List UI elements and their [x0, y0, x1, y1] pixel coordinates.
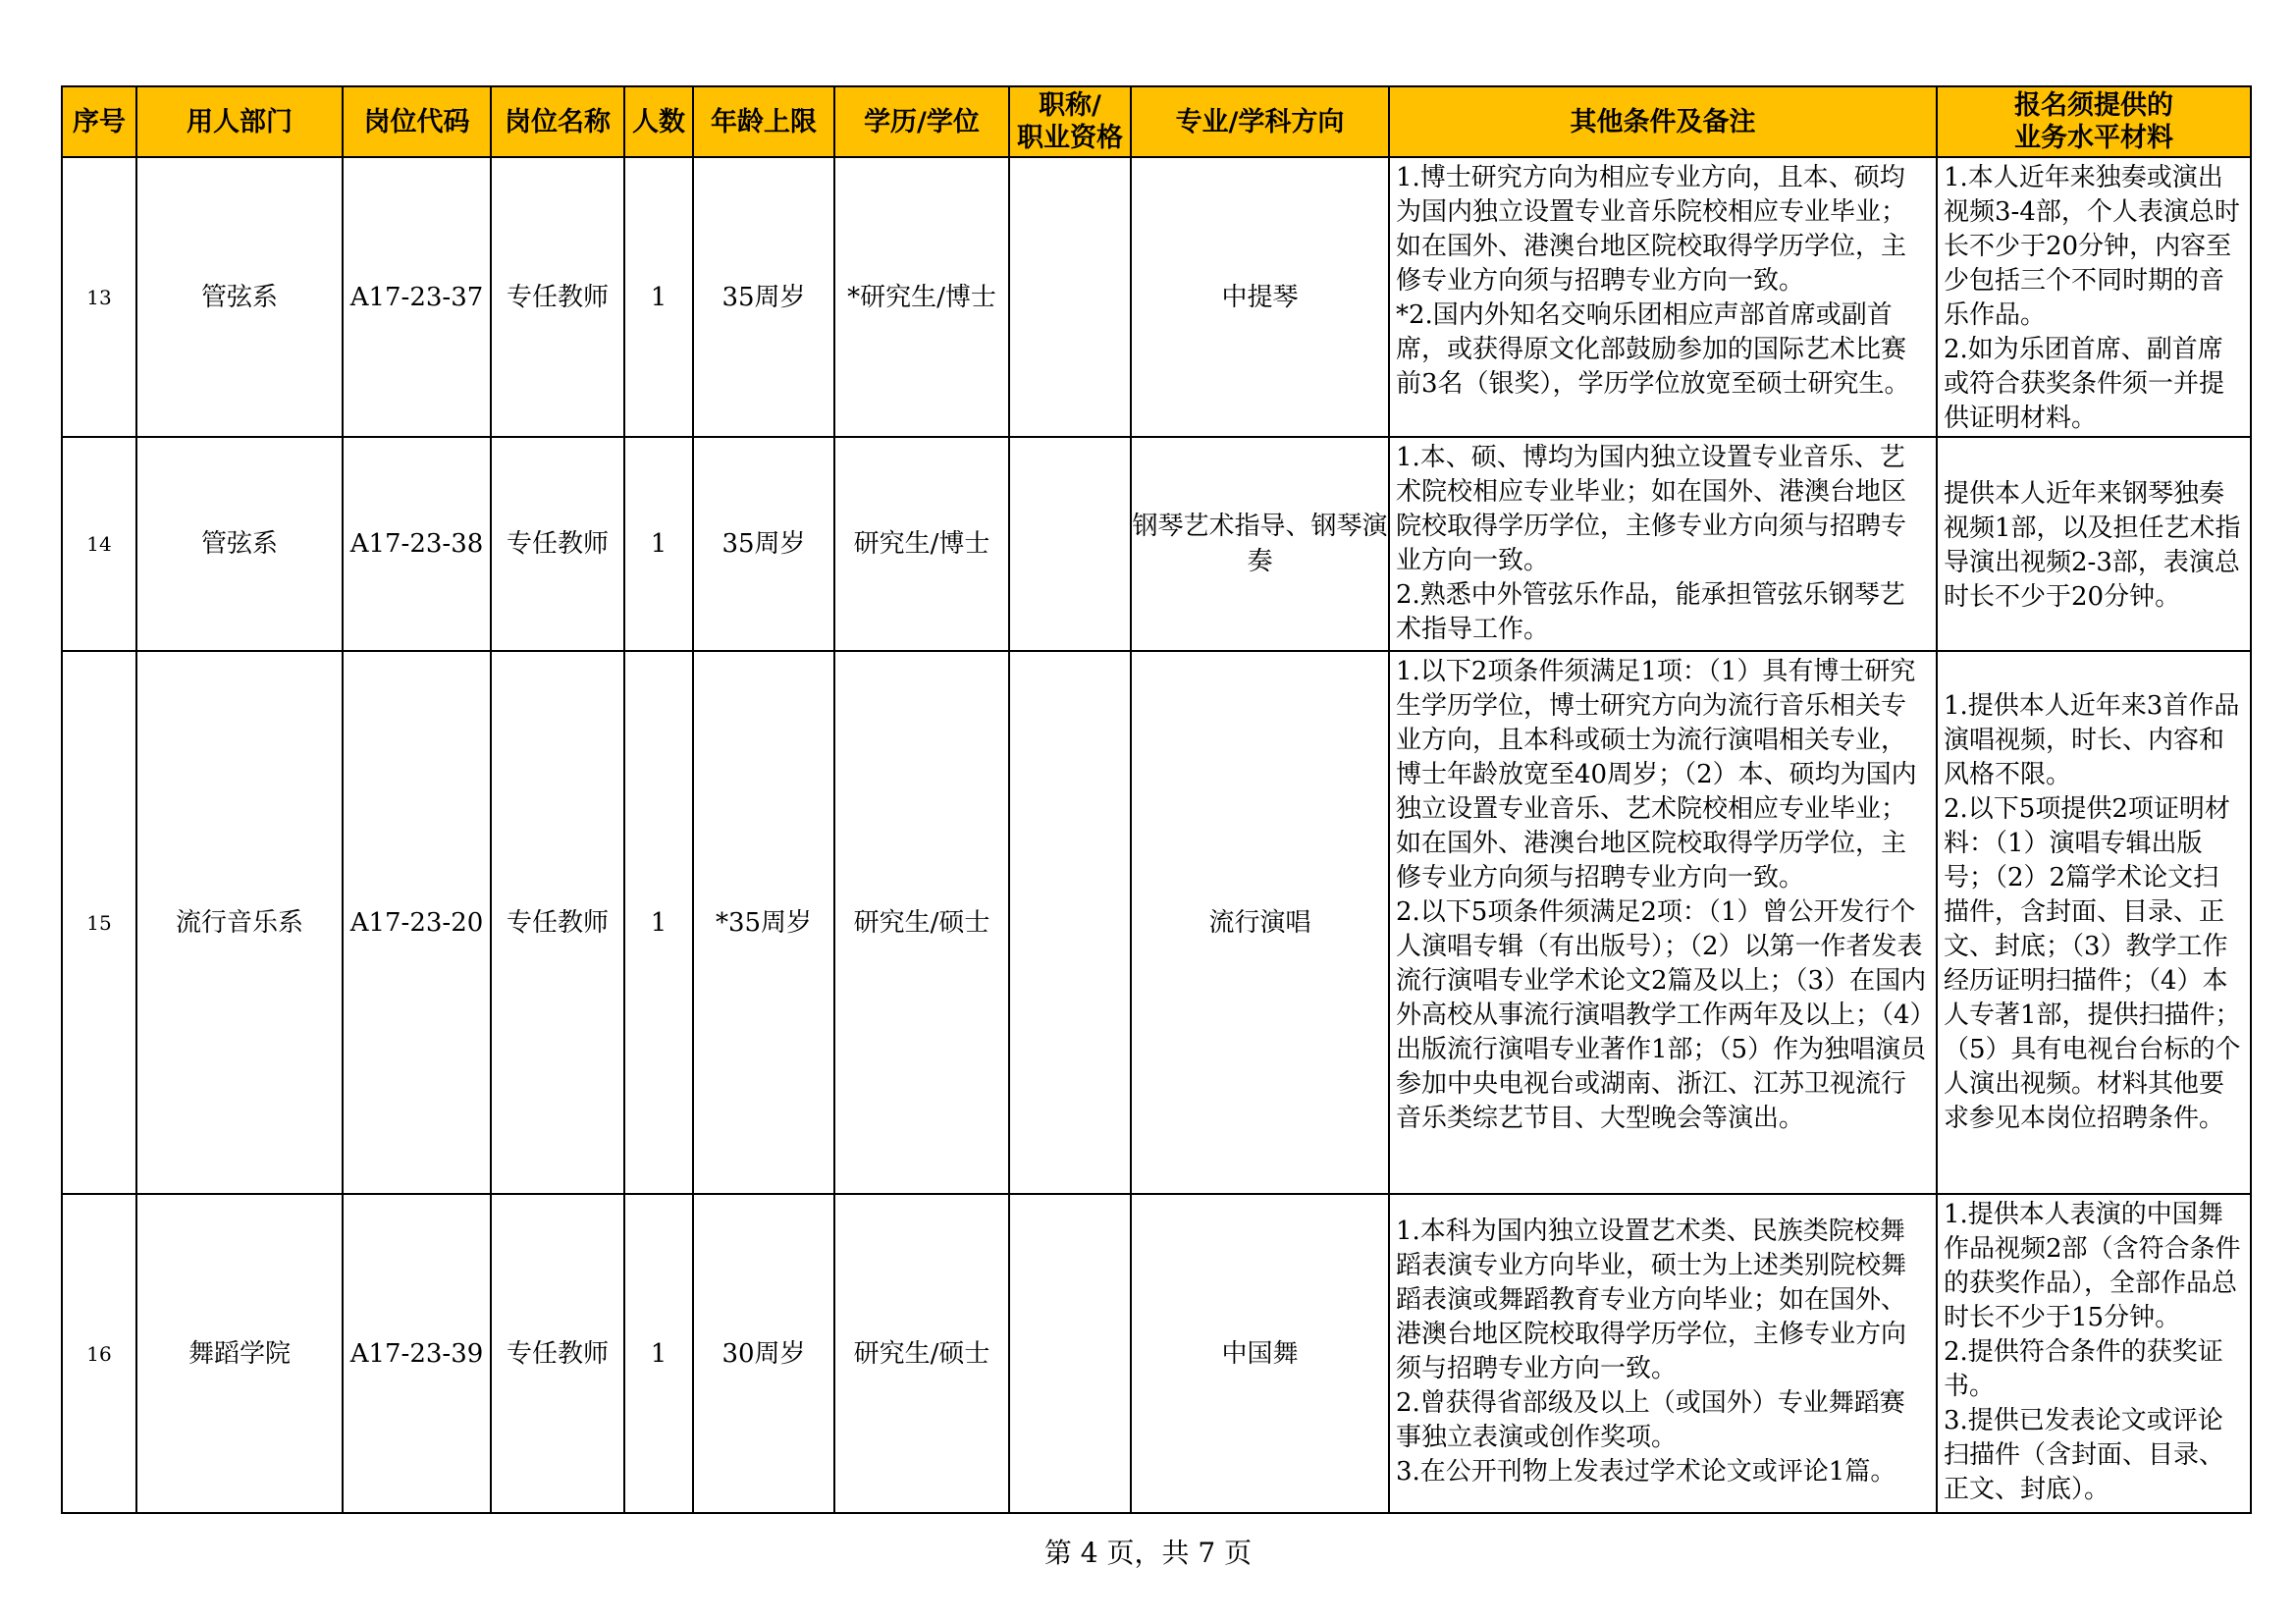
cell-department: 管弦系 — [136, 157, 343, 437]
cell-title — [1009, 651, 1131, 1194]
cell-major: 中提琴 — [1131, 157, 1389, 437]
cell-education: *研究生/博士 — [834, 157, 1009, 437]
cell-conditions: 1.本科为国内独立设置艺术类、民族类院校舞蹈表演专业方向毕业，硕士为上述类别院校舞蹈表演或舞蹈教育专业方向毕业；如在国外、港澳台地区院校取得学历学位，主修专业方向须与招聘专业方向一致。 2.曾获得省部级及以上（或国外）专业舞蹈赛事独立表演或创作奖项。 3.在公开刊物上发表过学术论文或评论1篇。 — [1389, 1194, 1937, 1513]
header-materials — [1937, 86, 2251, 157]
cell-department: 舞蹈学院 — [136, 1194, 343, 1513]
header-title-line1: 职称/ — [1039, 90, 1101, 121]
cell-post-name: 专任教师 — [491, 1194, 624, 1513]
table-row — [62, 651, 2251, 1194]
cell-title — [1009, 1194, 1131, 1513]
cell-post-code: A17-23-37 — [343, 157, 491, 437]
cell-department: 流行音乐系 — [136, 651, 343, 1194]
cell-count: 1 — [624, 651, 693, 1194]
header-title — [1009, 86, 1131, 157]
cell-conditions: 1.以下2项条件须满足1项：（1）具有博士研究生学历学位，博士研究方向为流行音乐相关专业方向，且本科或硕士为流行演唱相关专业，博士年龄放宽至40周岁；（2）本、硕均为国内独立设置专业音乐、艺术院校相应专业毕业；如在国外、港澳台地区院校取得学历学位，主修专业方向须与招聘专业方向一致。 2.以下5项条件须满足2项：（1）曾公开发行个人演唱专辑（有出版号）；（2）以第一作者发表流行演唱专业学术论文2篇及以上；（3）在国内外高校从事流行演唱教学工作两年及以上；（4）出版流行演唱专业著作1部；（5）作为独唱演员参加中央电视台或湖南、浙江、江苏卫视流行音乐类综艺节目、大型晚会等演出。 — [1389, 651, 1937, 1194]
cell-major: 流行演唱 — [1131, 651, 1389, 1194]
cell-education: 研究生/硕士 — [834, 1194, 1009, 1513]
cell-post-name: 专任教师 — [491, 157, 624, 437]
cell-seq: 15 — [62, 651, 136, 1194]
cell-conditions: 1.本、硕、博均为国内独立设置专业音乐、艺术院校相应专业毕业；如在国外、港澳台地区院校取得学历学位，主修专业方向须与招聘专业方向一致。 2.熟悉中外管弦乐作品，能承担管弦乐钢琴艺术指导工作。 — [1389, 437, 1937, 651]
table-row — [62, 1194, 2251, 1513]
cell-count: 1 — [624, 1194, 693, 1513]
cell-age-limit: 35周岁 — [693, 437, 834, 651]
cell-materials: 1.提供本人近年来3首作品演唱视频，时长、内容和风格不限。 2.以下5项提供2项证明材料：（1）演唱专辑出版号；（2）2篇学术论文扫描件，含封面、目录、正文、封底；（3）教学工作经历证明扫描件；（4）本人专著1部，提供扫描件；（5）具有电视台台标的个人演出视频。材料其他要求参见本岗位招聘条件。 — [1937, 651, 2251, 1194]
cell-post-code: A17-23-39 — [343, 1194, 491, 1513]
table-row — [62, 157, 2251, 437]
cell-seq: 14 — [62, 437, 136, 651]
cell-age-limit: *35周岁 — [693, 651, 834, 1194]
cell-post-name: 专任教师 — [491, 437, 624, 651]
cell-post-code: A17-23-20 — [343, 651, 491, 1194]
cell-education: 研究生/硕士 — [834, 651, 1009, 1194]
cell-age-limit: 35周岁 — [693, 157, 834, 437]
cell-post-code: A17-23-38 — [343, 437, 491, 651]
header-major: 专业/学科方向 — [1131, 86, 1389, 157]
header-seq: 序号 — [62, 86, 136, 157]
header-post-name: 岗位名称 — [491, 86, 624, 157]
header-education: 学历/学位 — [834, 86, 1009, 157]
cell-age-limit: 30周岁 — [693, 1194, 834, 1513]
cell-education: 研究生/博士 — [834, 437, 1009, 651]
cell-seq: 16 — [62, 1194, 136, 1513]
cell-title — [1009, 157, 1131, 437]
cell-count: 1 — [624, 437, 693, 651]
recruitment-table-sheet — [61, 85, 2250, 1514]
header-post-code: 岗位代码 — [343, 86, 491, 157]
header-department: 用人部门 — [136, 86, 343, 157]
header-title-line2: 职业资格 — [1017, 123, 1123, 153]
cell-title — [1009, 437, 1131, 651]
header-conditions: 其他条件及备注 — [1389, 86, 1937, 157]
cell-materials: 1.本人近年来独奏或演出视频3-4部，个人表演总时长不少于20分钟，内容至少包括三个不同时期的音乐作品。 2.如为乐团首席、副首席或符合获奖条件须一并提供证明材料。 — [1937, 157, 2251, 437]
header-materials-line2: 业务水平材料 — [2014, 123, 2173, 153]
cell-materials: 提供本人近年来钢琴独奏视频1部，以及担任艺术指导演出视频2-3部，表演总时长不少于20分钟。 — [1937, 437, 2251, 651]
cell-conditions: 1.博士研究方向为相应专业方向，且本、硕均为国内独立设置专业音乐院校相应专业毕业；如在国外、港澳台地区院校取得学历学位，主修专业方向须与招聘专业方向一致。 *2.国内外知名交响乐团相应声部首席或副首席，或获得原文化部鼓励参加的国际艺术比赛前3名（银奖），学历学位放宽至硕士研究生。 — [1389, 157, 1937, 437]
cell-department: 管弦系 — [136, 437, 343, 651]
header-materials-line1: 报名须提供的 — [2014, 90, 2173, 121]
page-number-footer: 第 4 页，共 7 页 — [1043, 1537, 1253, 1569]
cell-count: 1 — [624, 157, 693, 437]
table-row — [62, 437, 2251, 651]
table-header-row — [62, 86, 2251, 157]
recruitment-table — [61, 85, 2252, 1514]
cell-post-name: 专任教师 — [491, 651, 624, 1194]
cell-materials: 1.提供本人表演的中国舞作品视频2部（含符合条件的获奖作品），全部作品总时长不少于15分钟。 2.提供符合条件的获奖证书。 3.提供已发表论文或评论扫描件（含封面、目录、正文、封底）。 — [1937, 1194, 2251, 1513]
cell-major: 钢琴艺术指导、钢琴演奏 — [1131, 437, 1389, 651]
cell-major: 中国舞 — [1131, 1194, 1389, 1513]
header-age-limit: 年龄上限 — [693, 86, 834, 157]
header-count: 人数 — [624, 86, 693, 157]
cell-seq: 13 — [62, 157, 136, 437]
